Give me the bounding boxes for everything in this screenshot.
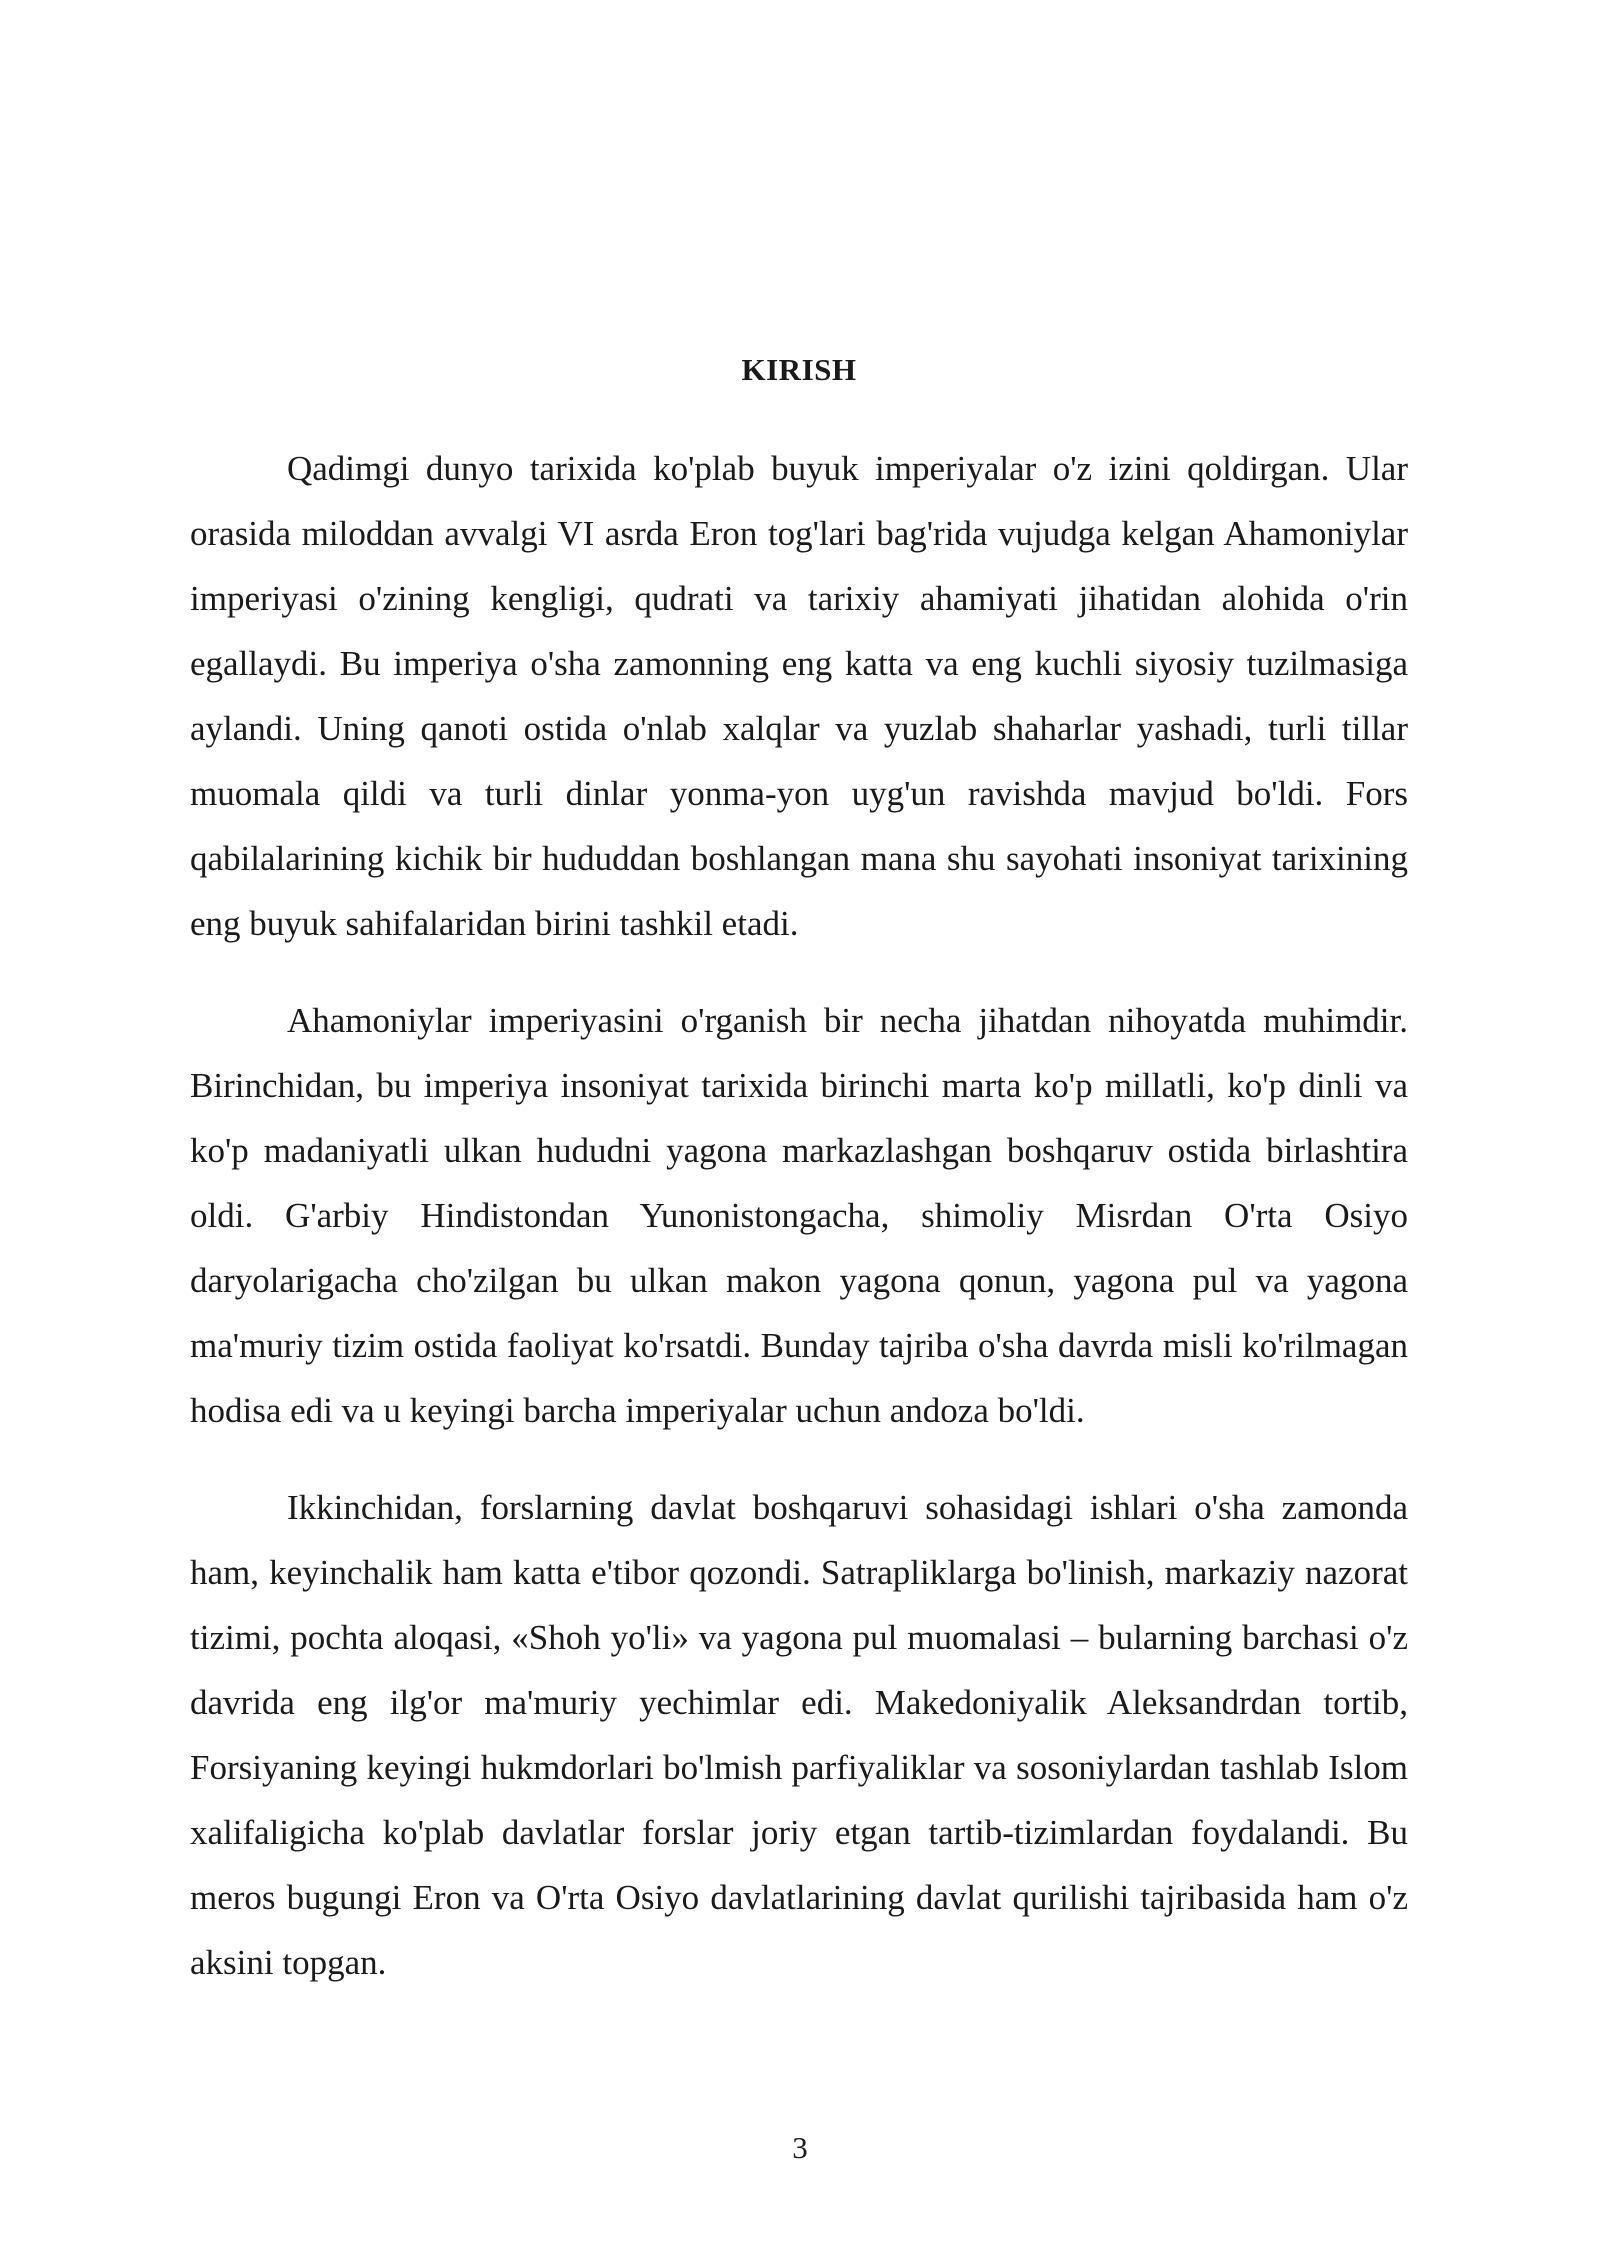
paragraph-3: Ikkinchidan, forslarning davlat boshqaruvi sohasidagi ishlari o'sha zamonda ham, keyinchalik ham katta e'tibor qozondi. Satrapliklarga bo'linish, markaziy nazorat tizimi, pochta aloqasi, «Shoh yo'li» va yagona pul muomalasi – bularning barchasi o'z davrida eng ilg'or ma'muriy yechimlar edi. Makedoniyalik Aleksandrdan tortib, Forsiyaning keyingi hukmdorlari bo'lmish parfiyaliklar va sosoniylardan tashlab Islom xalifaligicha ko'plab davlatlar forslar joriy etgan tartib-tizimlardan foydalandi. Bu meros bugungi Eron va O'rta Osiyo davlatlarining davlat qurilishi tajribasida ham o'z aksini topgan. [190,1488,1408,1982]
paragraph-2: Ahamoniylar imperiyasini o'rganish bir necha jihatdan nihoyatda muhimdir. Birinchidan, bu imperiya insoniyat tarixida birinchi marta ko'p millatli, ko'p dinli va ko'p madaniyatli ulkan hududni yagona markazlashgan boshqaruv ostida birlashtira oldi. G'arbiy Hindistondan Yunonistongacha, shimoliy Misrdan O'rta Osiyo daryolarigacha cho'zilgan bu ulkan makon yagona qonun, yagona pul va yagona ma'muriy tizim ostida faoliyat ko'rsatdi. Bunday tajriba o'sha davrda misli ko'rilmagan hodisa edi va u keyingi barcha imperiyalar uchun andoza bo'ldi. [190,1001,1408,1430]
paragraph-1: Qadimgi dunyo tarixida ko'plab buyuk imperiyalar o'z izini qoldirgan. Ular orasida miloddan avvalgi VI asrda Eron tog'lari bag'rida vujudga kelgan Ahamoniylar imperiyasi o'zining kengligi, qudrati va tarixiy ahamiyati jihatidan alohida o'rin egallaydi. Bu imperiya o'sha zamonning eng katta va eng kuchli siyosiy tuzilmasiga aylandi. Uning qanoti ostida o'nlab xalqlar va yuzlab shaharlar yashadi, turli tillar muomala qildi va turli dinlar yonma-yon uyg'un ravishda mavjud bo'ldi. Fors qabilalarining kichik bir hududdan boshlangan mana shu sayohati insoniyat tarixining eng buyuk sahifalaridan birini tashkil etadi. [190,449,1408,943]
page-title: KIRISH [741,352,857,387]
page-content [190,344,1408,2027]
page-number: 3 [792,2130,808,2165]
